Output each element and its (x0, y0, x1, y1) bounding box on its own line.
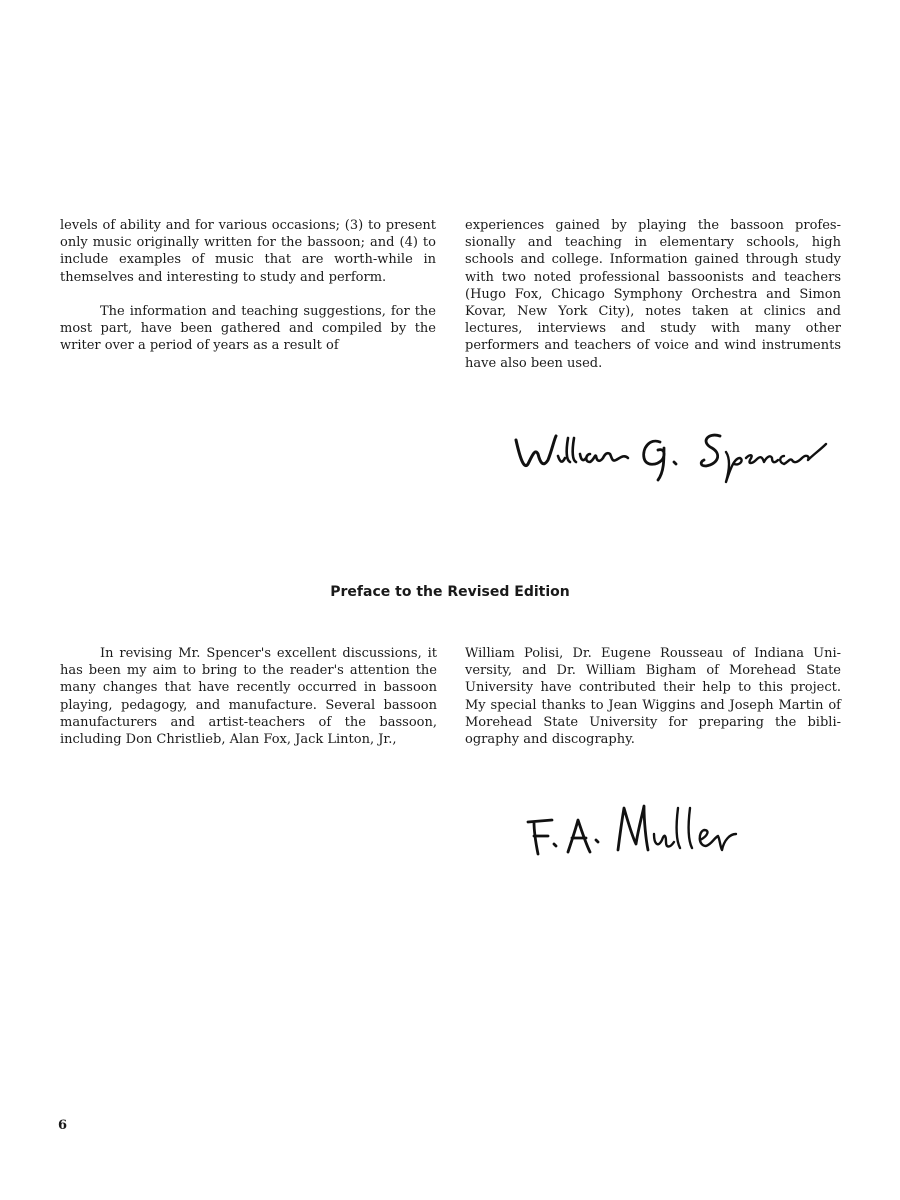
revised-left-column (60, 645, 437, 748)
intro-left-column (60, 217, 436, 354)
page-number: 6 (58, 1118, 68, 1133)
intro-paragraph-continuation: levels of ability and for various occasions; (3) to present only music originally written for the bassoon; and (4) to include examples of music that are worth-while in themselves and interesting to study and perform. (60, 218, 436, 285)
signature-spencer-drawing (508, 418, 838, 488)
intro-right-column (465, 217, 841, 372)
revised-paragraph-revising: In revising Mr. Spencer's excellent discussions, it has been my aim to bring to the reader's attention the many changes that have recently occurred in bassoon playing, pedagogy, and manufacture. Several bassoon manufacturers and artist-teachers of the bassoon, including Don Christlieb, Alan Fox, Jack Linton, Jr., (60, 646, 437, 748)
revised-right-column (465, 645, 841, 748)
intro-paragraph-information: The information and teaching suggestions, for the most part, have been gathered and compiled by the writer over a period of years as a result of (60, 303, 436, 354)
intro-paragraph-experiences: experiences gained by playing the bassoon profes-sionally and teaching in elementary schools, high schools and college. Information gained through study with two noted professional bassoonists and teachers (Hugo Fox, Chicago Symphony Orchestra and Simon Kovar, New York City), notes taken at clinics and lectures, interviews and study with many other performers and teachers of voice and wind instruments have also been used. (465, 218, 841, 371)
signature-mueller-drawing (520, 800, 750, 866)
page-title: Preface to the Revised Edition (330, 584, 570, 600)
signature-mueller (520, 800, 750, 866)
signature-spencer (508, 418, 838, 488)
revised-paragraph-contributors: William Polisi, Dr. Eugene Rousseau of Indiana Uni-versity, and Dr. William Bigham of Morehead State University have contributed their help to this project. My special thanks to Jean Wiggins and Joseph Martin of Morehead State University for preparing the bibli-ography and discography. (465, 646, 841, 748)
